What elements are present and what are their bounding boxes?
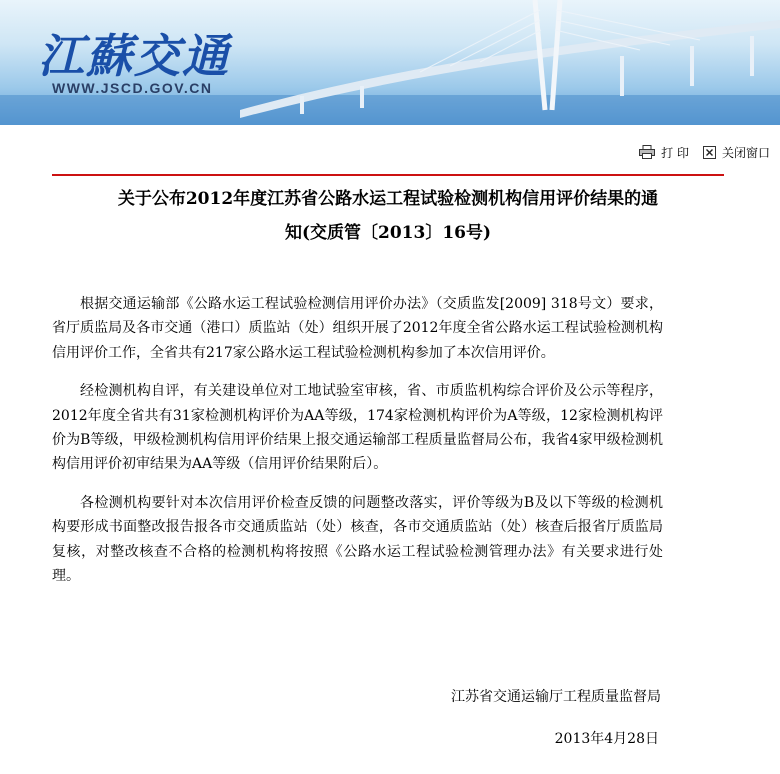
site-banner bbox=[0, 0, 780, 125]
article-paragraph: 经检测机构自评，有关建设单位对工地试验室审核，省、市质监机构综合评价及公示等程序，2012年度全省共有31家检测机构评价为AA等级，174家检测机构评价为A等级，12家检测机构评价为B等级，甲级检测机构信用评价结果上报交通运输部工程质量监督局公布，我省4家甲级检测机构信用评价初审结果为AA等级（信用评价结果附后）。 bbox=[52, 383, 663, 473]
title-divider bbox=[52, 174, 724, 176]
publish-date: 2013年4月28日 bbox=[554, 731, 659, 747]
close-icon bbox=[703, 146, 716, 159]
article-title-line1: 关于公布2012年度江苏省公路水运工程试验检测机构信用评价结果的通 bbox=[117, 189, 659, 209]
article-body bbox=[52, 292, 663, 602]
article-title bbox=[52, 182, 724, 250]
print-button[interactable] bbox=[639, 144, 689, 161]
site-logo: 江蘇交通 bbox=[38, 29, 230, 83]
printer-icon bbox=[639, 145, 655, 159]
article-title-line2: 知(交质管〔2013〕16号) bbox=[284, 223, 492, 243]
close-window-button[interactable] bbox=[703, 144, 770, 161]
article-paragraph: 各检测机构要针对本次信用评价检查反馈的问题整改落实，评价等级为B及以下等级的检测机构要形成书面整改报告报各市交通质监站（处）核查，各市交通质监站（处）核查后报省厅质监局复核，对整改核查不合格的检测机构将按照《公路水运工程试验检测管理办法》有关要求进行处理。 bbox=[52, 494, 663, 585]
close-window-label: 关闭窗口 bbox=[721, 145, 770, 160]
signature: 江苏省交通运输厅工程质量监督局 bbox=[451, 689, 661, 705]
toolbar bbox=[625, 143, 770, 161]
article-paragraph: 根据交通运输部《公路水运工程试验检测信用评价办法》（交质监发[2009] 318号文）要求，省厅质监局及各市交通（港口）质监站（处）组织开展了2012年度全省公路水运工程试验检测机构信用评价工作，全省共有217家公路水运工程试验检测机构参加了本次信用评价。 bbox=[52, 296, 663, 361]
site-url: WWW.JSCD.GOV.CN bbox=[52, 80, 213, 96]
print-label: 打 印 bbox=[661, 145, 689, 160]
